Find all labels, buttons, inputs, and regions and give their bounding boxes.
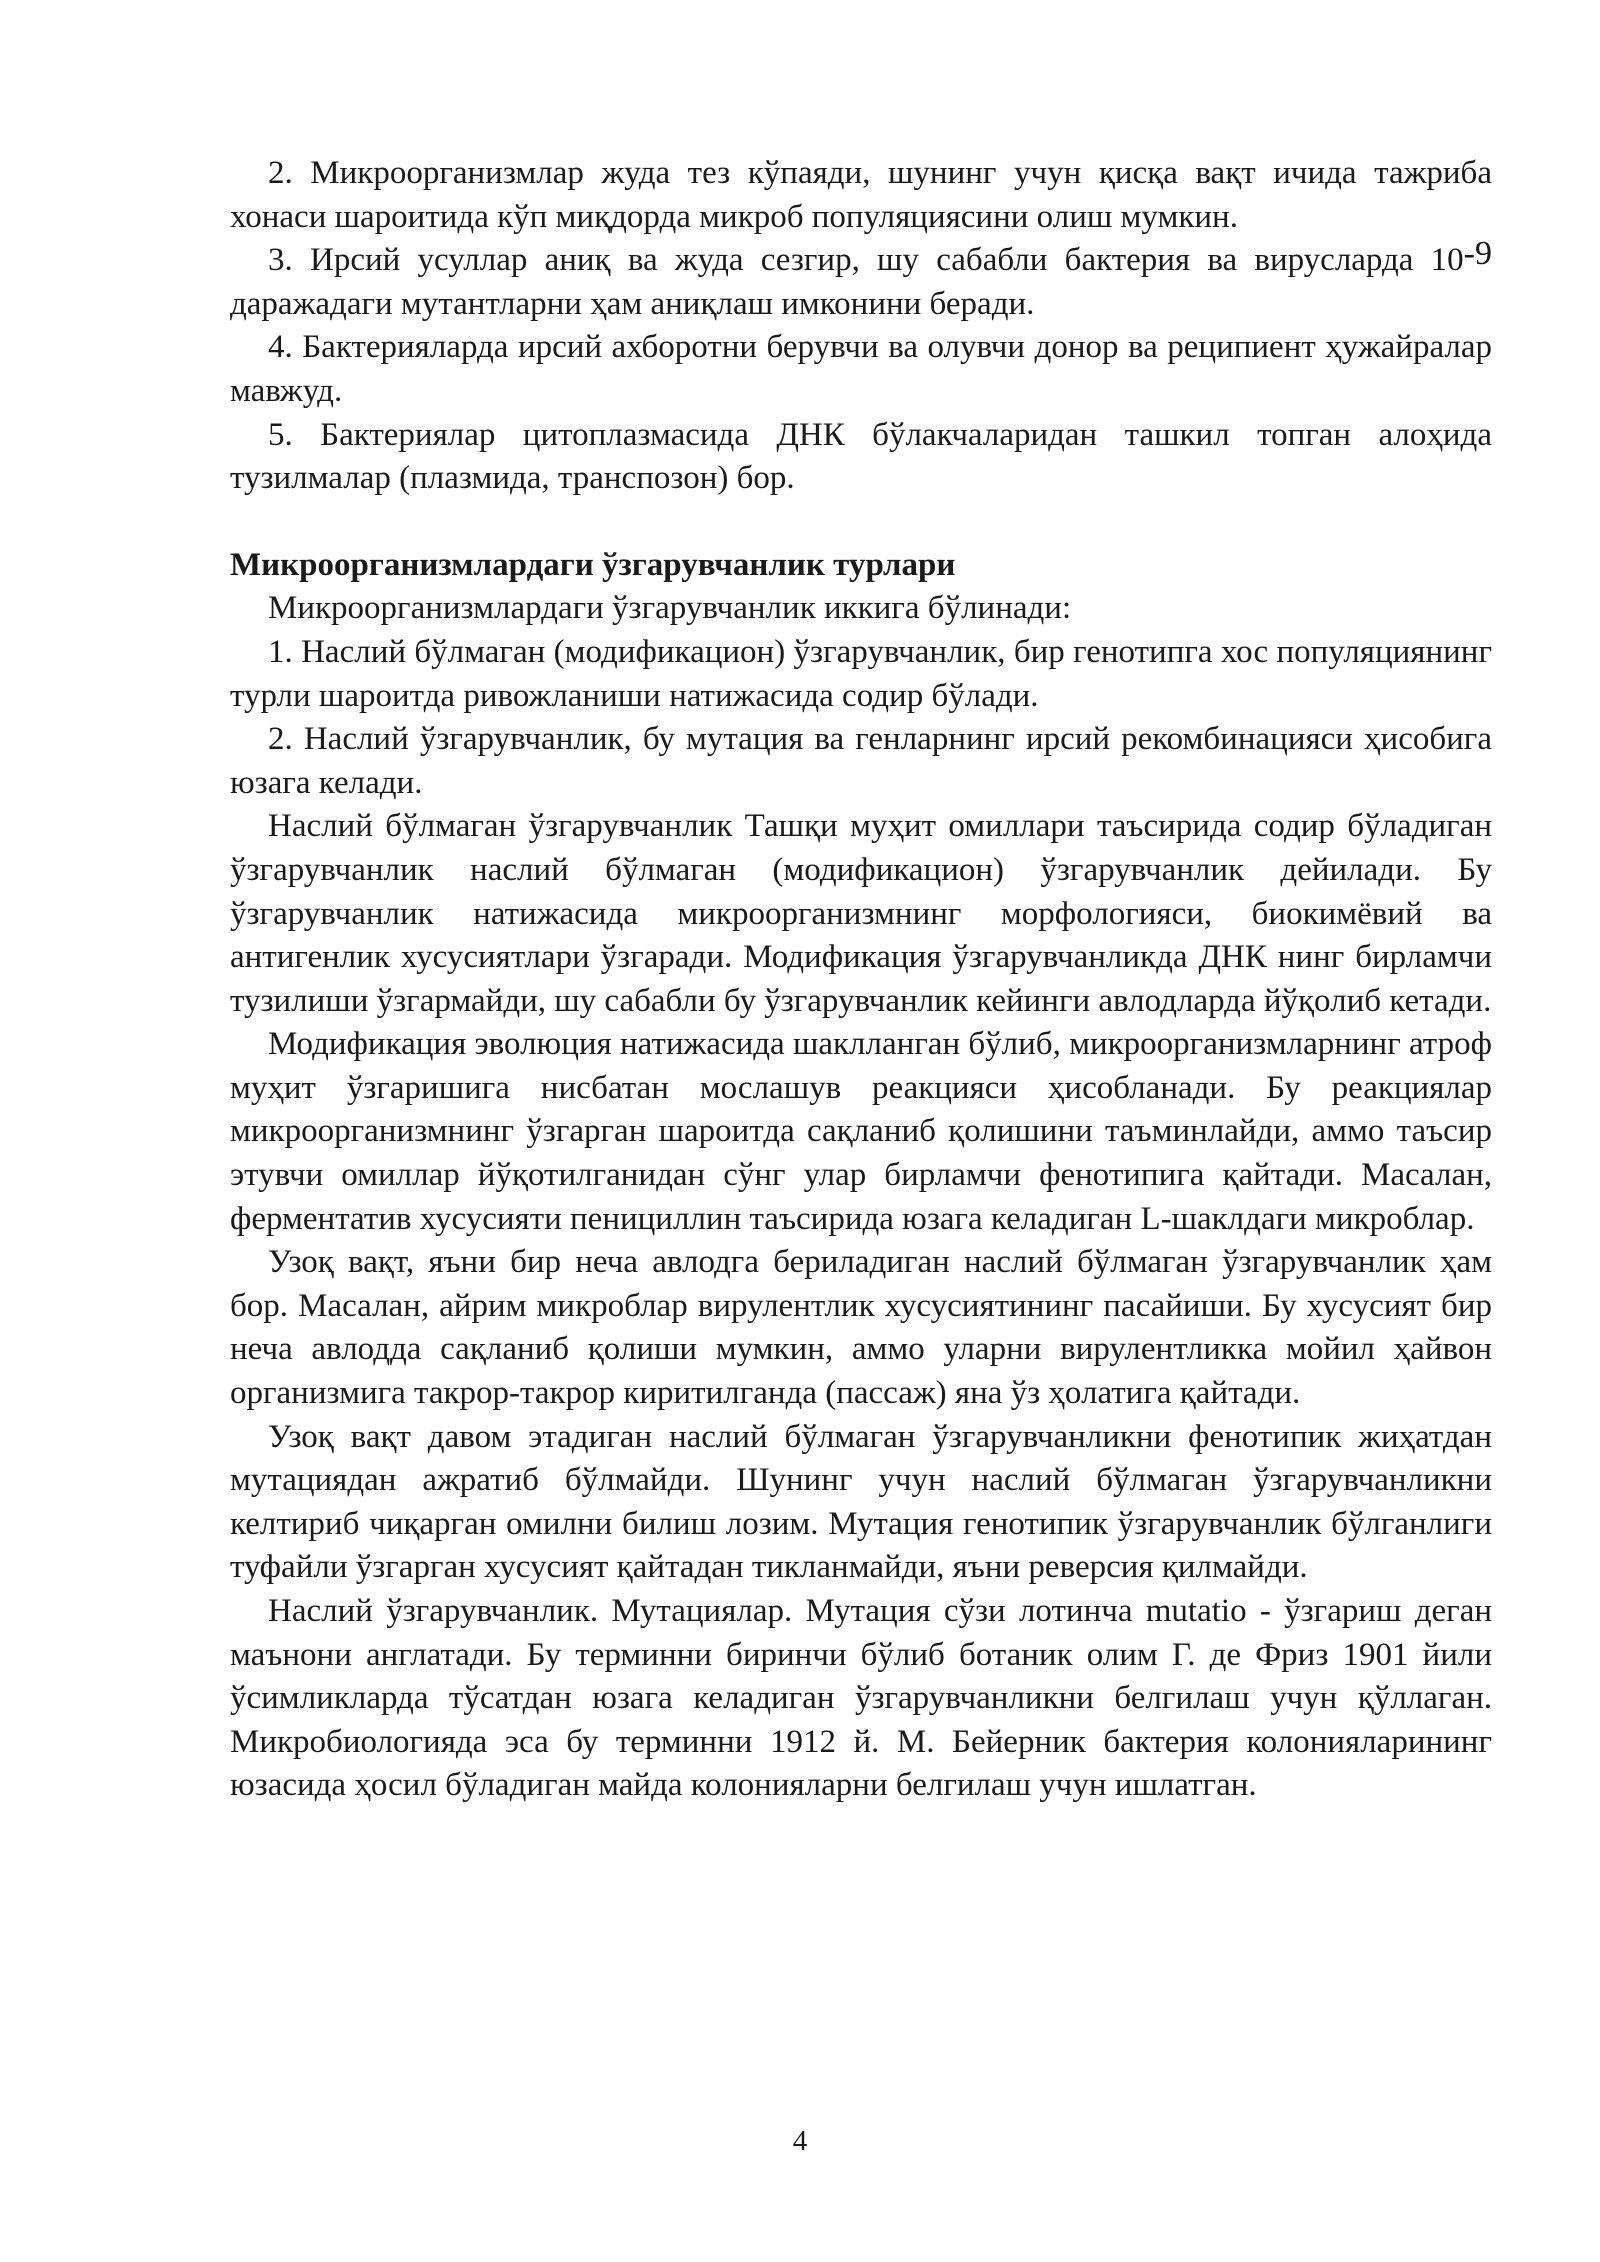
paragraph: Наслий бўлмаган ўзгарувчанлик Ташқи муҳит омиллари таъсирида содир бўладиган ўзгарувчанлик наслий бўлмаган (модификацион) ўзгарувчанлик дейилади. Бу ўзгарувчанлик натижасида микроорганизмнинг морфологияси, биокимёвий ва антигенлик хусусиятлари ўзгаради. Модификация ўзгарувчанликда ДНК нинг бирламчи тузилиши ўзгармайди, шу сабабли бу ўзгарувчанлик кейинги авлодларда йўқолиб кетади. [230, 808, 1492, 1019]
paragraph: Узоқ вақт, яъни бир неча авлодга бериладиган наслий бўлмаган ўзгарувчанлик ҳам бор. Масалан, айрим микроблар вирулентлик хусусиятининг пасайиши. Бу хусусият бир неча авлодда сақланиб қолиши мумкин, аммо уларни вирулентликка мойил ҳайвон организмига такрор-такрор киритилганда (пассаж) яна ўз ҳолатига қайтади. [230, 1244, 1492, 1412]
section-heading: Микроорганизмлардаги ўзгарувчанлик турлари [230, 546, 956, 583]
paragraph: 1. Наслий бўлмаган (модификацион) ўзгарувчанлик, бир генотипга хос популяциянинг турли шароитда ривожланиши натижасида содир бўлади. [230, 633, 1492, 714]
list-item-3-text-end: даражадаги мутантларни ҳам аниқлаш имконини беради. [230, 285, 1035, 322]
paragraph: Модификация эволюция натижасида шаклланган бўлиб, микроорганизмларнинг атроф муҳит ўзгаришига нисбатан мослашув реакцияси ҳисобланади. Бу реакциялар микроорганизмнинг ўзгарган шароитда сақланиб қолишини таъминлайди, аммо таъсир этувчи омиллар йўқотилганидан сўнг улар бирламчи фенотипига қайтади. Масалан, ферментатив хусусияти пенициллин таъсирида юзага келадиган L-шаклдаги микроблар. [230, 1026, 1492, 1237]
paragraph: Микроорганизмлардаги ўзгарувчанлик иккига бўлинади: [268, 590, 1072, 627]
exponent: -9 [1463, 235, 1492, 273]
list-item-3 [230, 235, 1492, 326]
paragraph: Наслий ўзгарувчанлик. Мутациялар. Мутация сўзи лотинча mutatio - ўзгариш деган маънони англатади. Бу терминни биринчи бўлиб ботаник олим Г. де Фриз 1901 йили ўсимликларда тўсатдан юзага келадиган ўзгарувчанликни белгилаш учун қўллаган. Микробиологияда эса бу терминни 1912 й. М. Бейерник бактерия колонияларининг юзасида ҳосил бўладиган майда колонияларни белгилаш учун ишлатган. [230, 1593, 1492, 1804]
list-item-5: 5. Бактериялар цитоплазмасида ДНК бўлакчаларидан ташкил топган алоҳида тузилмалар (плазмида, транспозон) бор. [230, 416, 1492, 497]
page-number: 4 [792, 2125, 808, 2157]
list-item-4: 4. Бактерияларда ирсий ахборотни берувчи ва олувчи донор ва реципиент ҳужайралар мавжуд. [230, 329, 1492, 409]
list-item-3-text: 3. Ирсий усуллар аниқ ва жуда сезгир, шу сабабли бактерия ва вирусларда 10 [268, 242, 1464, 279]
paragraph: 2. Наслий ўзгарувчанлик, бу мутация ва генларнинг ирсий рекомбинацияси ҳисобига юзага келади. [230, 721, 1492, 801]
paragraph: Узоқ вақт давом этадиган наслий бўлмаган ўзгарувчанликни фенотипик жиҳатдан мутациядан ажратиб бўлмайди. Шунинг учун наслий бўлмаган ўзгарувчанликни келтириб чиқарган омилни билиш лозим. Мутация генотипик ўзгарувчанлик бўлганлиги туфайли ўзгарган хусусият қайтадан тикланмайди, яъни реверсия қилмайди. [230, 1418, 1492, 1586]
page-content [230, 152, 1492, 1808]
list-item-2: 2. Микроорганизмлар жуда тез кўпаяди, шунинг учун қисқа вақт ичида тажриба хонаси шароитида кўп миқдорда микроб популяциясини олиш мумкин. [230, 155, 1492, 235]
